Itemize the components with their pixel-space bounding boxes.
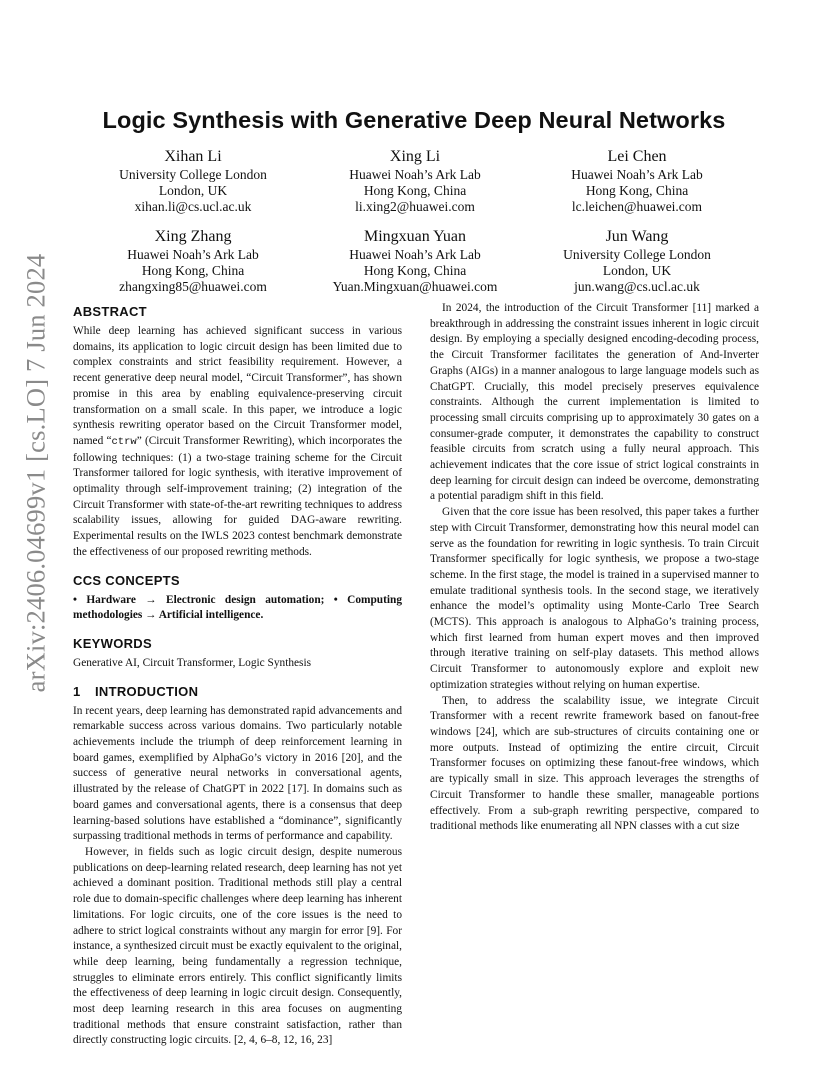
author-location: Hong Kong, China <box>585 183 689 198</box>
author-location: London, UK <box>602 263 672 278</box>
abstract-text-part-a: While deep learning has achieved significant success in various domains, its application to logic circuit design has been limited due to complex constraints and strict feasibility requirement. However, a recent generative deep neural model, “Circuit Transformer”, has shown promise in this area by enabling equivalence-preserving circuit transformation on a small scale. In this paper, we introduce a logic synthesis rewriting operator based on the Circuit Transformer model, named “ <box>73 325 402 447</box>
intro-paragraph-4: Given that the core issue has been resolved, this paper takes a further step with Circuit Transformer, demonstrating how this neural model can serve as the foundation for rewriting in logic synthesis. To train Circuit Transformer specifically for logic synthesis, we propose a two-stage scheme. In the first stage, the model is trained in a supervised manner to emulate traditional synthesis tools. In the second stage, we iteratively enhance the model’s optimality using Monte-Carlo Tree Search (MCTS). This approach is analogous to AlphaGo’s training process, which first learned from human expert moves and then improved through iterative training on self-play datasets. This method allows Circuit Transformer to autonomously explore and exploit new optimization strategies without relying on human expertise. <box>430 506 759 691</box>
author-name: Xing Zhang <box>154 228 232 245</box>
author-affiliation: University College London <box>119 167 267 182</box>
abstract-text-part-b: ” (Circuit Transformer Rewriting), which incorporates the following techniques: (1) a two-stage training scheme for the Circuit Transformer tailored for logic synthesis, with iterative improvement of optimality through self-improvement training; (2) integration of the Circuit Transformer with state-of-the-art rewriting techniques to address scalability issues, allowing for guided DAG-aware rewriting. Experimental results on the IWLS 2023 contest benchmark demonstrate the effectiveness of our proposed rewriting methods. <box>73 434 402 558</box>
left-column <box>73 301 402 1049</box>
author-block <box>295 227 535 295</box>
right-column <box>430 301 759 835</box>
abstract-text <box>73 324 402 561</box>
author-name: Jun Wang <box>605 228 669 245</box>
intro-paragraph-5: Then, to address the scalability issue, we integrate Circuit Transformer with a recent rewrite framework based on fanout-free windows [24], which are sub-structures of circuits containing one or more outputs. Instead of optimizing the entire circuit, Circuit Transformer focuses on optimizing these fanout-free windows, which are typically small in size. This approach leverages the strengths of Circuit Transformer to handle these smaller, manageable portions effectively. From a sub-graph rewriting perspective, compared to traditional methods like enumerating all NPN classes with a cut size <box>430 694 759 833</box>
author-name: Mingxuan Yuan <box>363 228 467 245</box>
author-block <box>73 147 313 215</box>
arxiv-identifier-text: arXiv:2406.04699v1 [cs.LO] 7 Jun 2024 <box>20 253 51 693</box>
keywords-text: Generative AI, Circuit Transformer, Logic Synthesis <box>73 656 312 669</box>
paper-title: Logic Synthesis with Generative Deep Neural Networks <box>102 107 726 133</box>
intro-paragraph-1: In recent years, deep learning has demonstrated rapid advancements and remarkable success across various domains. Two particularly notable achievements include the triumph of deep reinforcement learning in board games, exemplified by AlphaGo’s victory in 2016 [20], and the success of generative neural networks in conversational agents, illustrated by the release of ChatGPT in 2022 [17]. In domains such as board games and conversational agents, there is a consensus that deep learning-based solutions have established a “dominance”, significantly surpassing traditional methods in terms of performance and capability. <box>73 704 402 843</box>
author-email: li.xing2@huawei.com <box>355 199 475 214</box>
author-location: Hong Kong, China <box>141 263 245 278</box>
intro-paragraph-2: However, in fields such as logic circuit design, despite numerous publications on deep-learning related research, deep learning has not yet achieved a dominant position. Traditional methods still play a central role due to domain-specific challenges where deep learning has inherent limitations. For logic circuits, one of the core issues is the need to adhere to strict logical constraints without any margin for error [9]. For instance, a synthesized circuit must be exactly equivalent to the original, while deep learning, being fundamentally a regression technique, struggles to eliminate errors entirely. This conflict significantly limits the effectiveness of deep learning in logic circuit design. Consequently, most deep learning research in this area focuses on augmenting traditional methods that ensure constraint satisfaction, rather than directly constructing logic circuits. [2, 4, 6–8, 12, 16, 23] <box>73 845 402 1047</box>
author-name: Lei Chen <box>607 148 667 165</box>
author-email: Yuan.Mingxuan@huawei.com <box>332 279 498 294</box>
author-location: London, UK <box>158 183 228 198</box>
introduction-heading <box>73 684 402 700</box>
author-affiliation: Huawei Noah’s Ark Lab <box>127 247 259 262</box>
author-location: Hong Kong, China <box>363 263 467 278</box>
author-location: Hong Kong, China <box>363 183 467 198</box>
author-block <box>295 147 535 215</box>
author-affiliation: Huawei Noah’s Ark Lab <box>571 167 703 182</box>
keywords-heading: KEYWORDS <box>73 635 152 651</box>
author-affiliation: Huawei Noah’s Ark Lab <box>349 247 481 262</box>
abstract-code-ctrw: ctrw <box>111 435 137 448</box>
abstract-heading: ABSTRACT <box>73 304 147 319</box>
author-block <box>73 227 313 295</box>
intro-paragraph-3: In 2024, the introduction of the Circuit Transformer [11] marked a breakthrough in addressing the constraint issues inherent in logic circuit design. By employing a specially designed encoding-decoding process, the Circuit Transformer facilitates the generation of And-Inverter Graphs (AIGs) in a manner analogous to large language models such as ChatGPT. Crucially, this model precisely preserves equivalence constraints. Although the current implementation is limited to processing small circuits comprising up to approximately 30 gates on a consumer-grade computer, it demonstrates the capability to construct feasible circuits from scratch using a fully neural approach. This achievement indicates that the core issue of strict logical constraints in deep learning for circuit design can indeed be overcome, demonstrating a potential paradigm shift in this field. <box>430 302 759 503</box>
ccs-concepts-text: • Hardware → Electronic design automation; • Computing methodologies → Artificial intelligence. <box>73 593 402 622</box>
author-affiliation: Huawei Noah’s Ark Lab <box>349 167 481 182</box>
author-email: lc.leichen@huawei.com <box>571 199 703 214</box>
ccs-concepts-heading: CCS CONCEPTS <box>73 572 180 588</box>
section-number: 1 <box>73 683 81 699</box>
author-name: Xihan Li <box>164 148 222 165</box>
arxiv-identifier-stamp <box>0 0 60 1072</box>
author-block <box>517 147 757 215</box>
section-title: INTRODUCTION <box>95 683 199 699</box>
author-email: zhangxing85@huawei.com <box>119 279 267 294</box>
author-affiliation: University College London <box>563 247 711 262</box>
author-name: Xing Li <box>389 148 441 165</box>
author-email: jun.wang@cs.ucl.ac.uk <box>574 279 700 294</box>
author-email: xihan.li@cs.ucl.ac.uk <box>134 199 252 214</box>
author-block <box>517 227 757 295</box>
